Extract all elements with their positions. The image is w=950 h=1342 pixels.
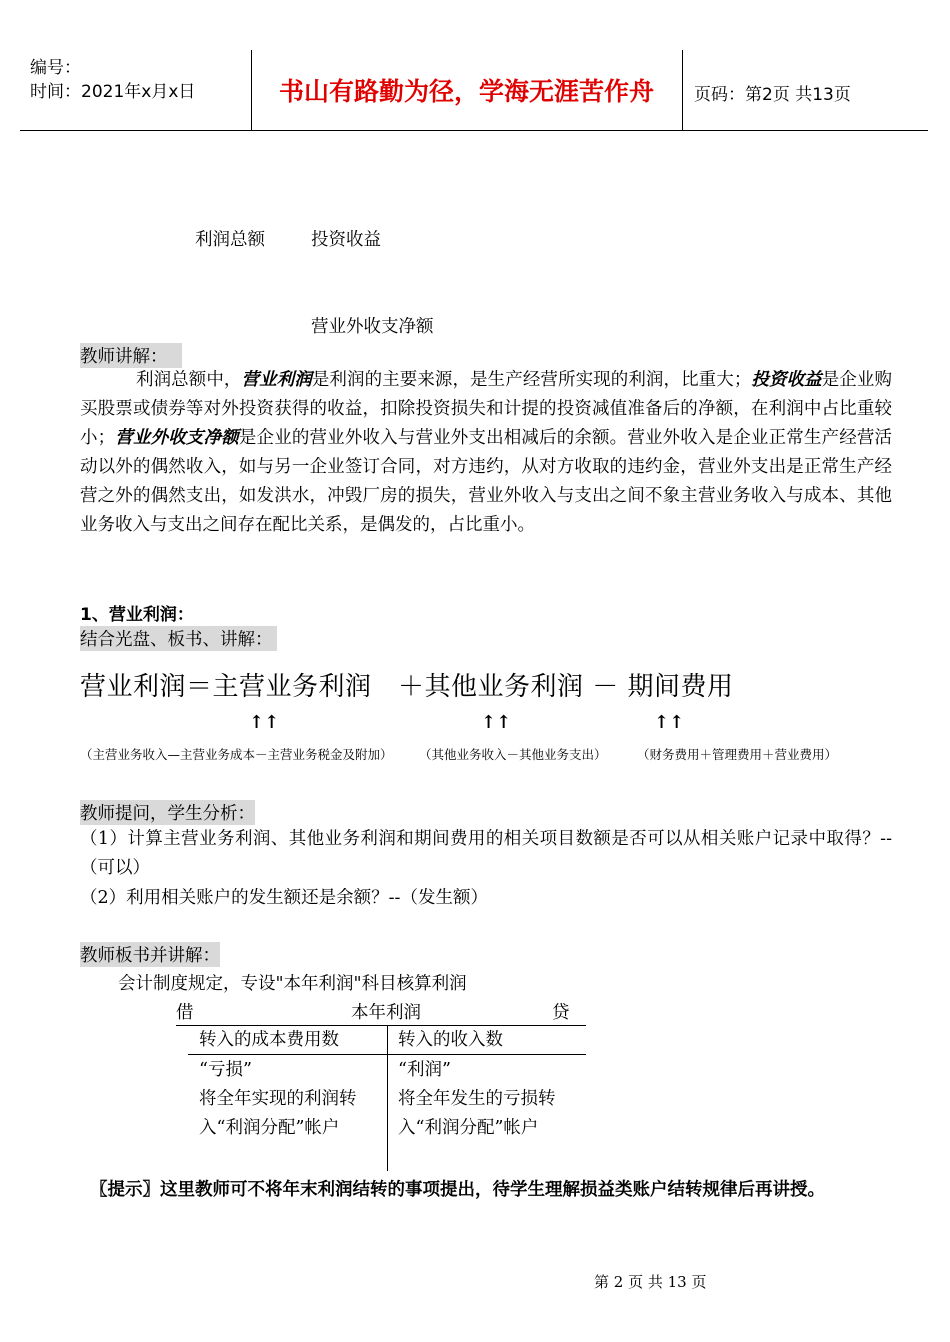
arrow-period: ↑↑	[654, 712, 685, 733]
qa-question-2: （2）利用相关账户的发生额还是余额？--（发生额）	[80, 888, 488, 908]
note-period-expense: （财务费用＋管理费用＋营业费用）	[637, 747, 838, 762]
t-right-row-2: 将全年发生的亏损转	[398, 1089, 556, 1109]
header-motto: 书山有路勤为径，学海无涯苦作舟	[278, 77, 654, 106]
header-date: 时间：2021年x月x日	[30, 82, 196, 102]
t-right-row-3: 入“利润分配”帐户	[398, 1118, 539, 1138]
label-total-profit: 利润总额	[195, 230, 265, 250]
t-left-row-3: 入“利润分配”帐户	[199, 1118, 340, 1138]
t-right-row-1: “利润”	[398, 1060, 451, 1080]
page-footer: 第 2 页 共 13 页	[594, 1273, 707, 1291]
qa-heading: 教师提问，学生分析：	[80, 800, 255, 825]
label-investment-income: 投资收益	[311, 230, 381, 250]
section-title: 1、营业利润：	[80, 605, 194, 625]
t-right-header: 转入的收入数	[398, 1030, 503, 1050]
lecture-heading: 教师讲解：	[80, 343, 182, 368]
t-left-row-2: 将全年实现的利润转	[199, 1089, 357, 1109]
qa-question-1: （1）计算主营业务利润、其他业务利润和期间费用的相关项目数额是否可以从相关账户记录中取得？--（可以）	[80, 829, 892, 878]
arrow-other: ↑↑	[481, 712, 512, 733]
t-account-center-line	[387, 1025, 388, 1171]
lecture-paragraph: 利润总额中，营业利润是利润的主要来源，是生产经营所实现的利润，比重大；投资收益是企业购买股票或债券等对外投资获得的收益，扣除投资损失和计提的投资减值准备后的净额，在利润中占比重较小；营业外收支净额是企业的营业外收入与营业外支出相减后的余额。营业外收入是企业正常生产经营活动以外的偶然收入，如与另一企业签订合同，对方违约，从对方收取的违约金，营业外支出是正常生产经营之外的偶然支出，如发洪水，冲毁厂房的损失，营业外收入与支出之间不象主营业务收入与成本、其他业务收入与支出之间存在配比关系，是偶发的，占比重小。	[80, 370, 893, 535]
t-account-debit: 借	[176, 1003, 194, 1023]
header-info	[30, 56, 195, 104]
t-left-row-1: “亏损”	[199, 1060, 252, 1080]
board-heading: 教师板书并讲解：	[80, 942, 220, 967]
label-nonoperating-net: 营业外收支净额	[311, 317, 434, 337]
arrow-main: ↑↑	[249, 712, 280, 733]
t-account-title: 本年利润	[351, 1003, 421, 1023]
header-divider-2	[682, 50, 683, 130]
t-account-credit: 贷	[552, 1003, 570, 1023]
profit-formula: 营业利润＝主营业务利润 ＋其他业务利润 － 期间费用	[80, 672, 734, 702]
note-main-business: （主营业务收入—主营业务成本－主营业务税金及附加）	[80, 747, 393, 762]
note-other-business: （其他业务收入－其他业务支出）	[419, 747, 607, 762]
teaching-tip: 〖提示〗这里教师可不将年末利润结转的事项提出，待学生理解损益类账户结转规律后再讲授。	[90, 1180, 825, 1200]
page-header	[20, 50, 928, 131]
board-intro: 会计制度规定，专设"本年利润"科目核算利润	[118, 974, 467, 994]
header-number: 编号：	[30, 58, 81, 78]
header-page-number: 页码：第2页 共13页	[694, 85, 851, 105]
t-left-header: 转入的成本费用数	[199, 1030, 339, 1050]
section-subtitle: 结合光盘、板书、讲解：	[80, 626, 277, 651]
